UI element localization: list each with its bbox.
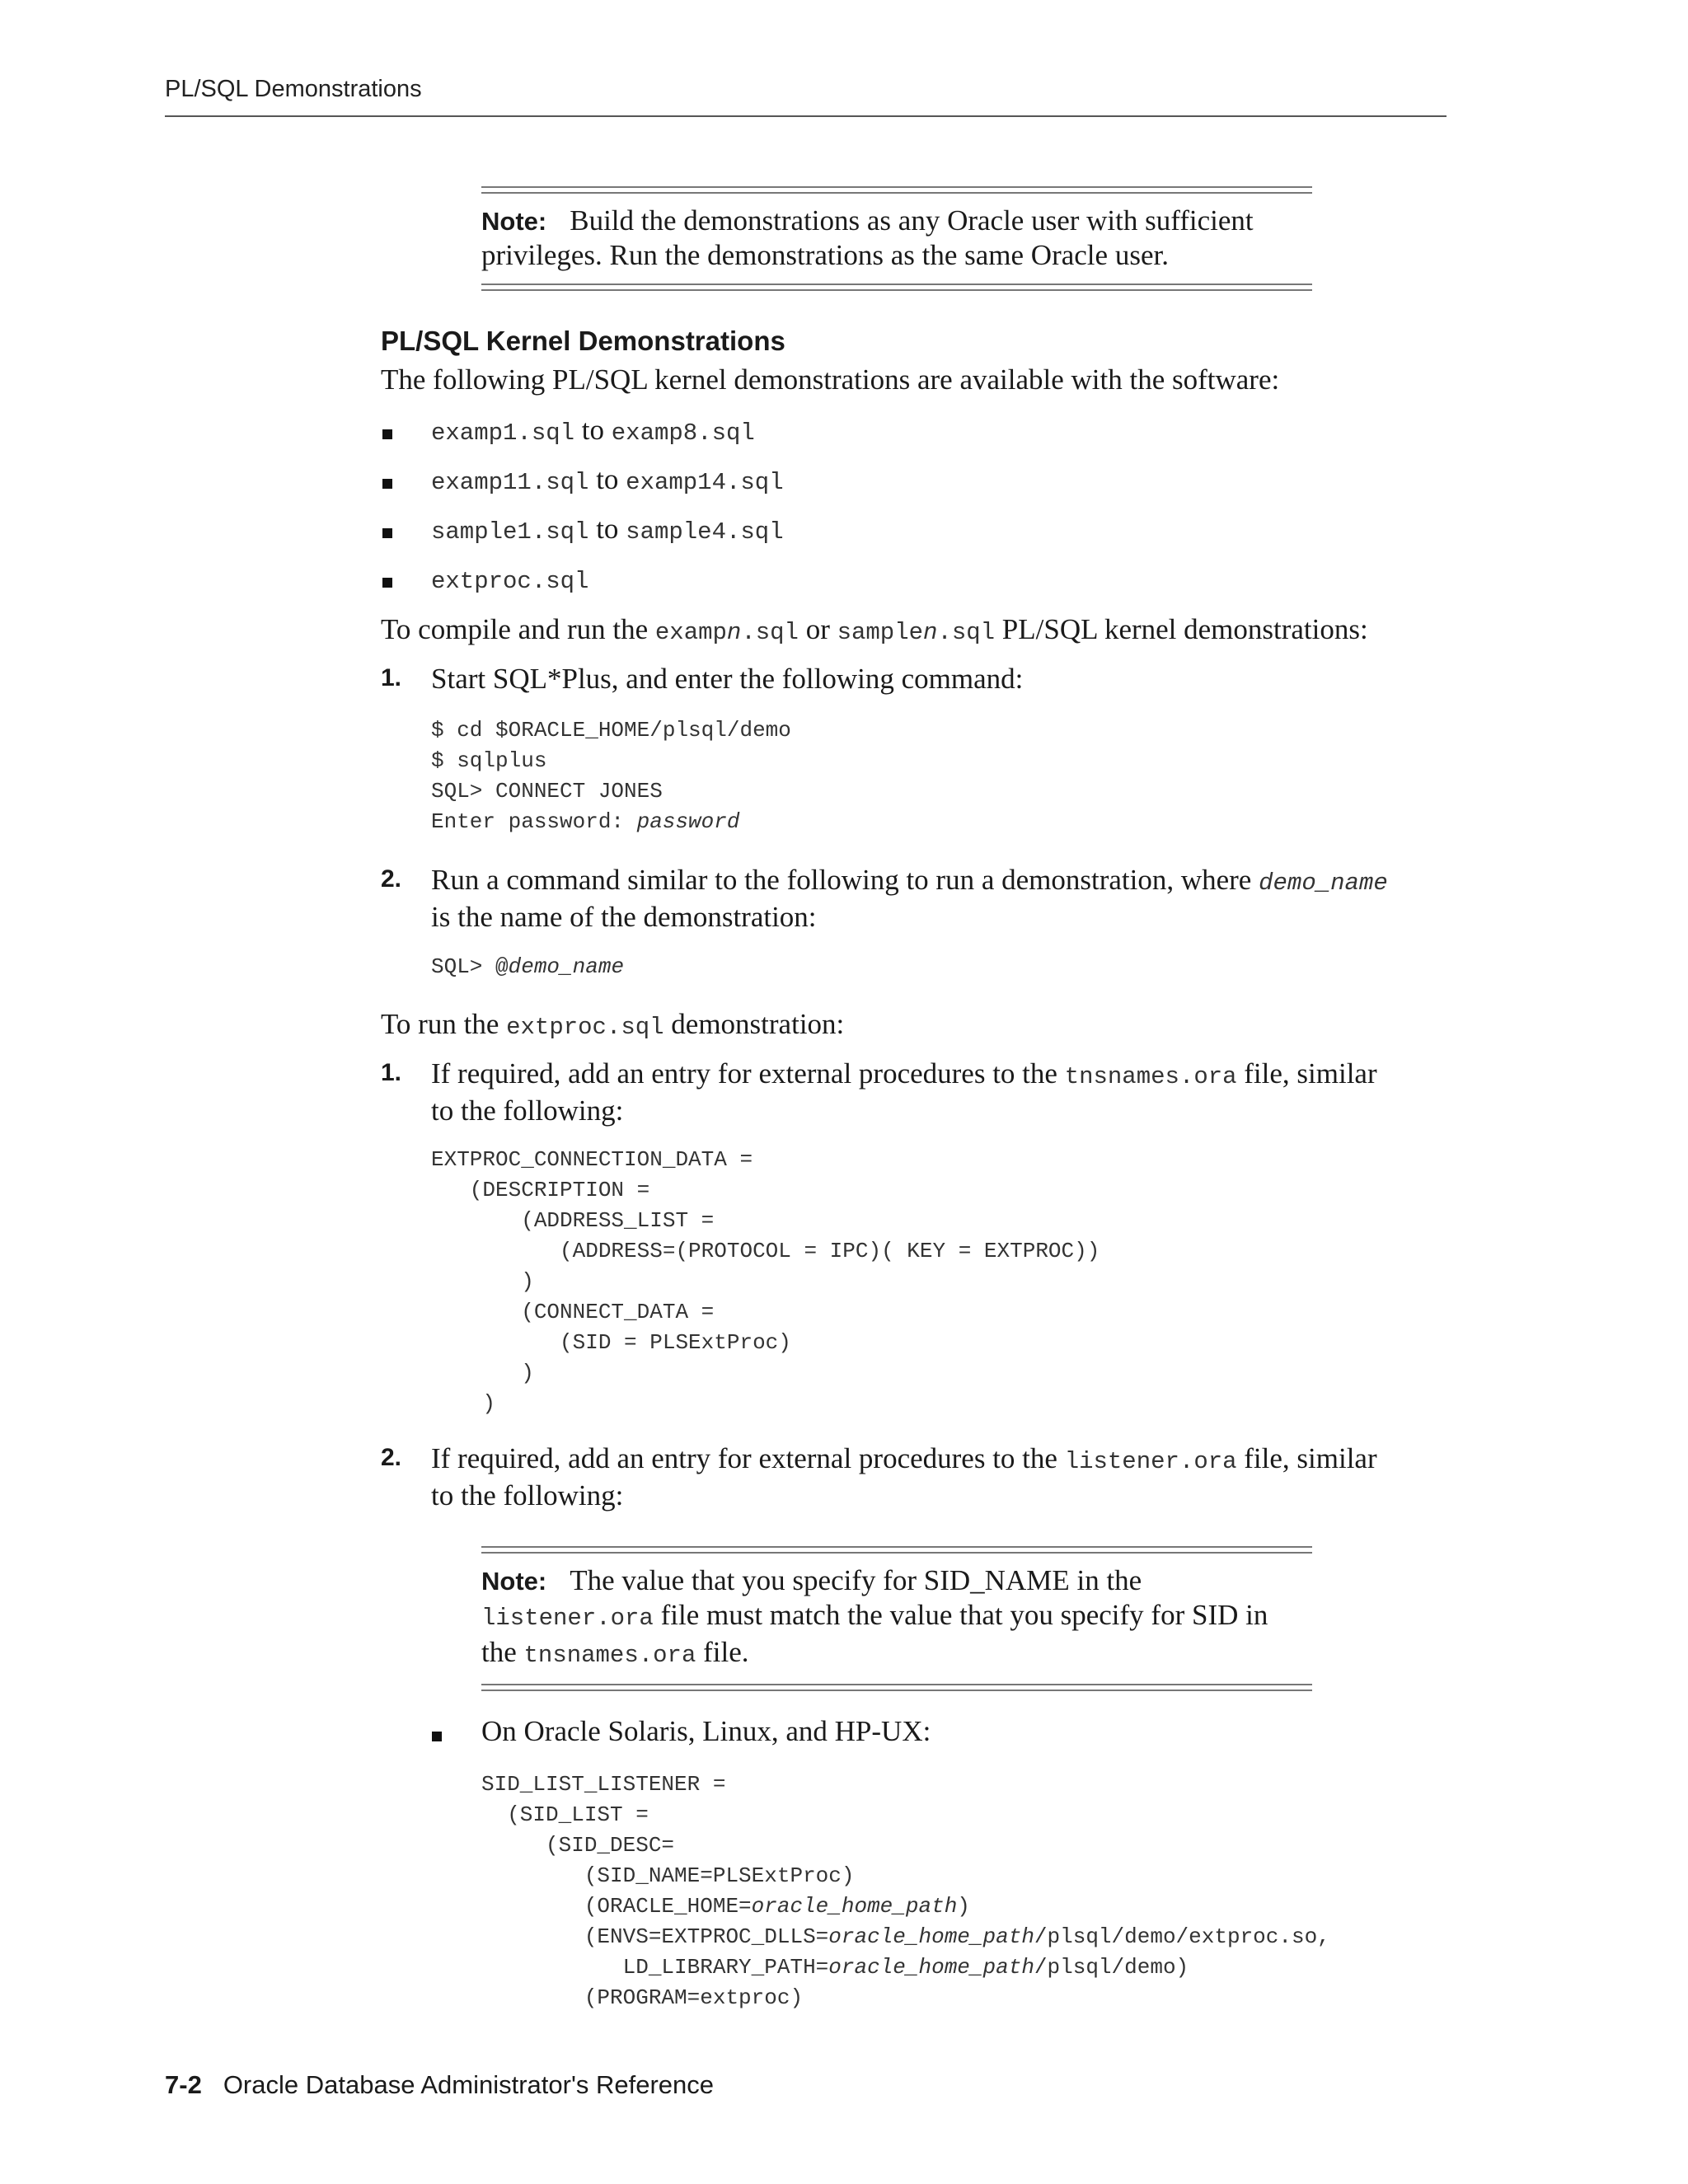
list-item: examp1.sql to examp8.sql	[431, 414, 755, 447]
note-line-1: Build the demonstrations as any Oracle user with sufficient	[570, 204, 1254, 237]
step-number: 2.	[381, 865, 402, 893]
step-text: Run a command similar to the following to run a demonstration, where demo_name is the name of the demonstration:	[431, 864, 1388, 933]
note-top-rule	[481, 1546, 1312, 1554]
bullet-marker	[432, 1732, 442, 1741]
list-item: sample1.sql to sample4.sql	[431, 513, 784, 546]
bullet-marker	[382, 479, 392, 489]
note-label: Note:	[481, 207, 547, 236]
note-label: Note:	[481, 1567, 547, 1596]
extproc-intro: To run the extproc.sql demonstration:	[381, 1008, 845, 1041]
compile-paragraph: To compile and run the exampn.sql or samplen.sql PL/SQL kernel demonstrations:	[381, 613, 1368, 646]
list-item: examp11.sql to examp14.sql	[431, 463, 784, 496]
note-body: Note: The value that you specify for SID_NAME in the listener.ora file must match the value that you specify for SID in the tnsnames.ora file.	[481, 1564, 1268, 1669]
note-body	[481, 194, 1312, 284]
section-intro: The following PL/SQL kernel demonstrations are available with the software:	[381, 363, 1280, 396]
code-block-sqlplus: $ cd $ORACLE_HOME/plsql/demo $ sqlplus SQL> CONNECT JONES Enter password: password	[431, 718, 791, 834]
platform-label: On Oracle Solaris, Linux, and HP-UX:	[481, 1715, 931, 1747]
step-text: Start SQL*Plus, and enter the following command:	[431, 663, 1024, 695]
bullet-marker	[382, 429, 392, 439]
step-number: 2.	[381, 1444, 402, 1471]
running-header: PL/SQL Demonstrations	[165, 76, 422, 102]
note-top-rule	[481, 186, 1312, 194]
step-text: If required, add an entry for external procedures to the listener.ora file, similar to the following:	[431, 1442, 1377, 1511]
note-bottom-rule	[481, 284, 1312, 291]
note-box-privileges	[481, 186, 1312, 291]
code-block-listener: SID_LIST_LISTENER = (SID_LIST = (SID_DESC= (SID_NAME=PLSExtProc) (ORACLE_HOME=oracle_home_path) (ENVS=EXTPROC_DLLS=oracle_home_path/plsql/demo/extproc.so, LD_LIBRARY_PATH=oracle_home_path/plsql/demo) (PROGRAM=extproc)	[481, 1772, 1330, 2010]
page-number: 7-2	[165, 2070, 202, 2099]
step-number: 1.	[381, 664, 402, 691]
step-number: 1.	[381, 1059, 402, 1086]
note-line-2: privileges. Run the demonstrations as the same Oracle user.	[481, 239, 1169, 271]
note-box-sid	[481, 1546, 1312, 1691]
bullet-marker	[382, 528, 392, 538]
list-item: extproc.sql	[431, 568, 589, 595]
section-heading: PL/SQL Kernel Demonstrations	[381, 326, 785, 356]
code-block-run-demo: SQL> @demo_name	[431, 954, 625, 979]
bullet-marker	[382, 578, 392, 588]
step-text: If required, add an entry for external procedures to the tnsnames.ora file, similar to the following:	[431, 1057, 1377, 1127]
book-title: Oracle Database Administrator's Reference	[223, 2070, 715, 2099]
code-block-tnsnames: EXTPROC_CONNECTION_DATA = (DESCRIPTION = (ADDRESS_LIST = (ADDRESS=(PROTOCOL = IPC)( KEY = EXTPROC)) ) (CONNECT_DATA = (SID = PLSExtProc) ) )	[431, 1147, 1100, 1416]
header-rule	[165, 115, 1447, 117]
note-bottom-rule	[481, 1684, 1312, 1691]
page-footer	[165, 2070, 714, 2100]
